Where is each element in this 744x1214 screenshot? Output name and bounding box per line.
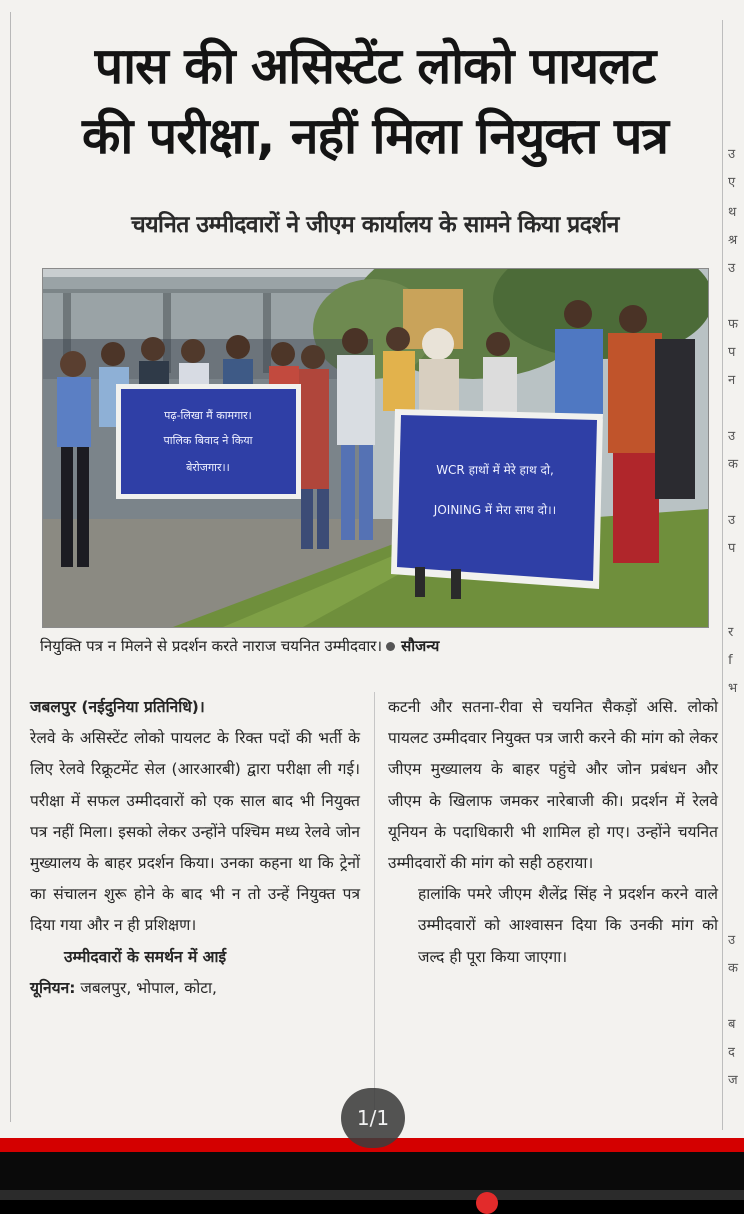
banner-left bbox=[116, 384, 301, 499]
banner-right bbox=[391, 409, 603, 589]
headline-line-2: की परीक्षा, नहीं मिला नियुक्त पत्र bbox=[82, 107, 668, 165]
article-column-1 bbox=[30, 692, 360, 1004]
viewer-bottom-bar bbox=[0, 1190, 744, 1200]
column-1-union-line bbox=[30, 973, 360, 1004]
bullet-dot-icon bbox=[386, 642, 395, 651]
column-divider bbox=[374, 692, 375, 1124]
caption-credit: सौजन्य bbox=[401, 637, 440, 655]
viewer-bottom-band bbox=[0, 1152, 744, 1190]
column-1-subheading: उम्मीदवारों के समर्थन में आई bbox=[64, 947, 227, 966]
banner-right-line1: WCR हाथों में मेरे हाथ दो, bbox=[436, 463, 554, 477]
record-indicator-icon bbox=[476, 1192, 498, 1214]
headline-line-1: पास की असिस्टेंट लोको पायलट bbox=[94, 37, 656, 95]
banner-right-line2: JOINING में मेरा साथ दो।। bbox=[433, 503, 557, 517]
photo-caption bbox=[40, 634, 720, 658]
column-1-paragraph: रेलवे के असिस्टेंट लोको पायलट के रिक्त पदों की भर्ती के लिए रेलवे रिक्रूटमेंट सेल (आरआरबी) द्वारा परीक्षा ली गई। परीक्षा में सफल उम्मीदवारों को एक साल बाद भी नियुक्त पत्र नहीं मिला। इसको लेकर उन्होंने पश्चिम मध्य रेलवे जोन मुख्यालय के बाहर प्रदर्शन किया। उनका कहना था कि ट्रेनों का संचालन शुरू होने के बाद भी न तो उन्हें नियुक्त पत्र दिया गया और न ही प्रशिक्षण। bbox=[30, 729, 360, 935]
left-page-margin bbox=[0, 0, 26, 1138]
column-2-paragraph-1: कटनी और सतना-रीवा से चयनित सैकड़ों असि. लोको पायलट उम्मीदवार नियुक्त पत्र जारी करने की मांग को लेकर जीएम मुख्यालय के बाहर पहुंचे और जोन प्रबंधन और जीएम के खिलाफ जमकर नारेबाजी की। प्रदर्शन में रेलवे यूनियन के पदाधिकारी भी शामिल हो गए। उन्होंने चयनित उम्मीदवारों की मांग को सही ठहराया। bbox=[388, 698, 718, 873]
banner-left-line3: बेरोजगार।। bbox=[186, 461, 230, 474]
dateline: जबलपुर (नईदुनिया प्रतिनिधि)। bbox=[30, 698, 205, 716]
adjacent-column-fragment: उ ए थ श्र उ फ प न उ क उ प र f भ उ क ब द ज bbox=[722, 0, 744, 1138]
banner-left-line2: पालिक बिवाद ने किया bbox=[163, 434, 253, 447]
caption-text: नियुक्ति पत्र न मिलने से प्रदर्शन करते नाराज चयनित उम्मीदवार। bbox=[40, 637, 383, 655]
column-2-paragraph-2: हालांकि पमरे जीएम शैलेंद्र सिंह ने प्रदर्शन करने वाले उम्मीदवारों को आश्वासन दिया कि उनकी मांग को जल्द ही पूरा किया जाएगा। bbox=[418, 885, 718, 966]
page-indicator[interactable]: 1/1 bbox=[341, 1088, 405, 1148]
union-text: जबलपुर, भोपाल, कोटा, bbox=[80, 978, 217, 997]
article-column-2 bbox=[388, 692, 718, 973]
banner-left-line1: पढ़-लिखा मैं कामगार। bbox=[164, 409, 252, 422]
news-photo bbox=[42, 268, 709, 628]
union-label: यूनियन: bbox=[30, 978, 76, 997]
sub-headline: चयनित उम्मीदवारों ने जीएम कार्यालय के सामने किया प्रदर्शन bbox=[131, 212, 619, 238]
